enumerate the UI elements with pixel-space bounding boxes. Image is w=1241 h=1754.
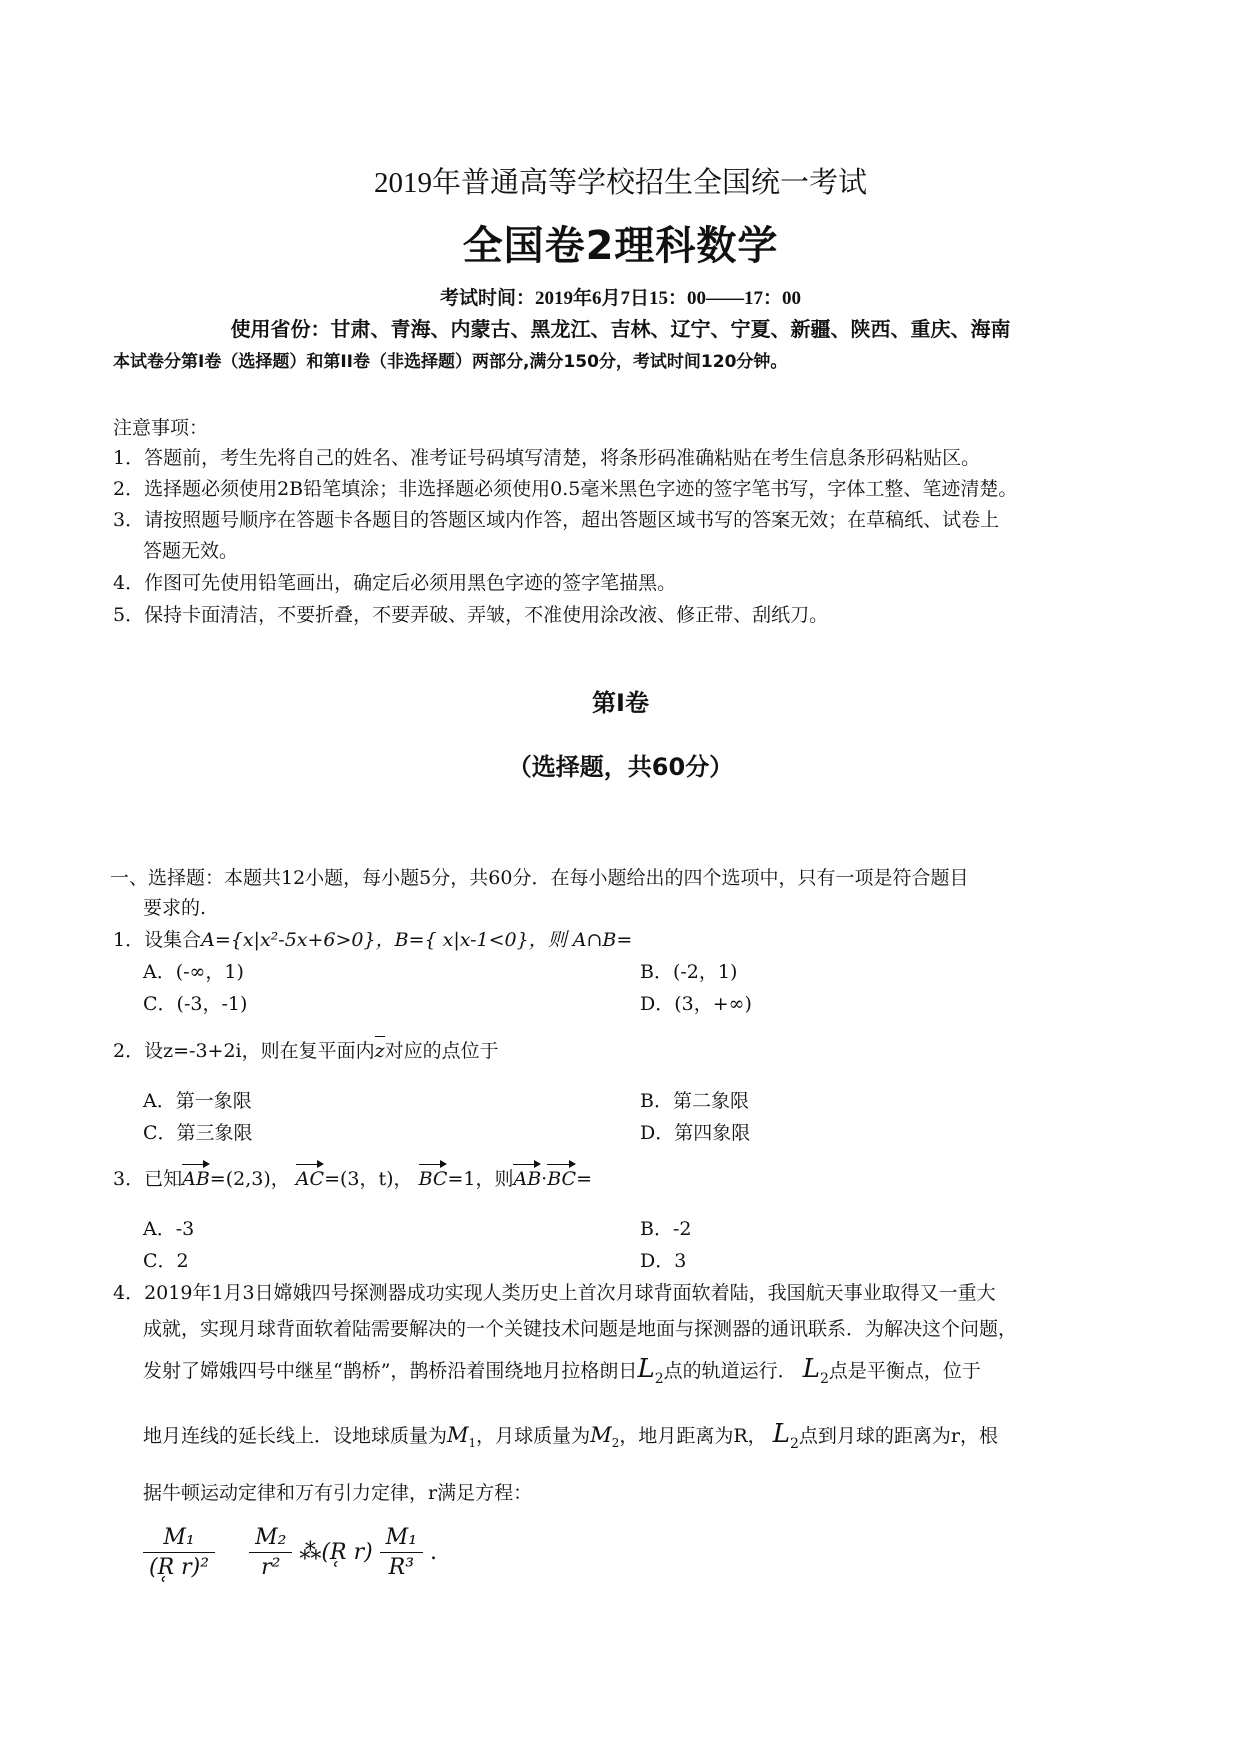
q4-l3-text-b: 点的轨道运行． bbox=[663, 1360, 797, 1382]
question-4-line-4 bbox=[143, 1419, 998, 1452]
question-1 bbox=[113, 925, 632, 952]
q2-option-d: D．第四象限 bbox=[640, 1122, 751, 1144]
q3-option-b: B．-2 bbox=[640, 1218, 692, 1240]
note-item-2: 2．选择题必须使用2B铅笔填涂；非选择题必须使用0.5毫米黑色字迹的签字笔书写，字体工整、笔迹清楚。 bbox=[113, 478, 1018, 500]
q4-l4-text-d: 点到月球的距离为r，根 bbox=[798, 1425, 998, 1447]
q2-option-b: B．第二象限 bbox=[640, 1090, 749, 1112]
equation bbox=[143, 1525, 437, 1580]
q2-zbar: z bbox=[375, 1036, 385, 1062]
l2-symbol-3: $L_2$ bbox=[772, 1419, 799, 1453]
equation-end: . bbox=[430, 1540, 438, 1565]
q2-suffix: 对应的点位于 bbox=[384, 1040, 499, 1062]
section-subtitle: （选择题，共60分） bbox=[507, 753, 734, 781]
vector-ac: AC bbox=[296, 1162, 324, 1190]
fraction-2: $\frac{\text{M₂}}{\text{r²}}$ bbox=[249, 1525, 292, 1580]
fraction-1: $\frac{\text{M₁}}{\text{(R̜ r)²}}$ bbox=[143, 1525, 215, 1580]
q3-option-d: D．3 bbox=[640, 1250, 687, 1272]
q3-equals: = bbox=[576, 1168, 592, 1190]
q1-option-d: D．(3，+∞) bbox=[640, 993, 752, 1015]
vector-bc-2: BC bbox=[547, 1162, 576, 1190]
q4-l3-text-c: 点是平衡点，位于 bbox=[828, 1360, 981, 1382]
vector-ab: AB bbox=[182, 1162, 210, 1190]
q1-sets: A={x|x²-5x+6>0}，B={ x|x-1<0}，则 A∩B= bbox=[201, 929, 633, 951]
question-2 bbox=[113, 1036, 499, 1063]
note-item-1: 1．答题前，考生先将自己的姓名、准考证号码填写清楚，将条形码准确粘贴在考生信息条形码粘贴区。 bbox=[113, 447, 981, 469]
q1-option-c: C．(-3，-1) bbox=[143, 993, 248, 1015]
exam-time: 考试时间：2019年6月7日15：00——17：00 bbox=[439, 288, 801, 309]
provinces: 使用省份：甘肃、青海、内蒙古、黑龙江、吉林、辽宁、宁夏、新疆、陕西、重庆、海南 bbox=[230, 317, 1011, 341]
q2-option-c: C．第三象限 bbox=[143, 1122, 253, 1144]
q4-l4-text-b: ，月球质量为 bbox=[476, 1425, 591, 1447]
q3-bc-value: =1，则 bbox=[447, 1168, 514, 1190]
l2-symbol: $L_2$ bbox=[637, 1354, 664, 1388]
paper-title: 全国卷2理科数学 bbox=[462, 223, 779, 269]
question-4-line-5: 据牛顿运动定律和万有引力定律，r满足方程： bbox=[143, 1482, 533, 1504]
question-4-line-3 bbox=[143, 1354, 981, 1387]
exam-title: 2019年普通高等学校招生全国统一考试 bbox=[373, 167, 867, 199]
note-item-3-cont: 答题无效。 bbox=[143, 540, 239, 562]
q2-prefix: 2．设 bbox=[113, 1040, 164, 1062]
q4-l4-text-a: 地月连线的延长线上．设地球质量为 bbox=[143, 1425, 448, 1447]
paper-intro: 本试卷分第Ⅰ卷（选择题）和第II卷（非选择题）两部分,满分150分，考试时间120分钟。 bbox=[113, 352, 788, 372]
q1-option-a: A．(-∞，1) bbox=[143, 961, 244, 983]
note-item-4: 4．作图可先使用铅笔画出，确定后必须用黑色字迹的签字笔描黑。 bbox=[113, 572, 677, 594]
q2-z-expr: z=-3+2i，则在复平面内 bbox=[163, 1040, 375, 1062]
note-item-5: 5．保持卡面清洁，不要折叠，不要弄破、弄皱，不准使用涂改液、修正带、刮纸刀。 bbox=[113, 604, 829, 626]
part1-instructions: 一、选择题：本题共12小题，每小题5分，共60分．在每小题给出的四个选项中，只有一项是符合题目 bbox=[110, 867, 969, 889]
vector-bc: BC bbox=[419, 1162, 448, 1190]
q3-ab-value: =(2,3)， bbox=[209, 1168, 290, 1190]
question-3 bbox=[113, 1162, 592, 1191]
q2-option-a: A．第一象限 bbox=[143, 1090, 252, 1112]
section-title: 第Ⅰ卷 bbox=[592, 689, 649, 717]
question-4-line-2: 成就，实现月球背面软着陆需要解决的一个关键技术问题是地面与探测器的通讯联系．为解决这个问题， bbox=[143, 1318, 1018, 1340]
notes-heading: 注意事项： bbox=[113, 417, 209, 439]
q3-ac-value: =(3，t)， bbox=[324, 1168, 413, 1190]
q4-l4-text-c: ，地月距离为R， bbox=[619, 1425, 767, 1447]
fraction-3: $\frac{\text{M₁}}{\text{R³}}$ bbox=[380, 1525, 423, 1580]
q1-prefix: 1．设集合 bbox=[113, 929, 202, 951]
l2-symbol-2: $L_2$ bbox=[802, 1354, 829, 1388]
note-item-3: 3．请按照题号顺序在答题卡各题目的答题区域内作答，超出答题区域书写的答案无效；在草稿纸、试卷上 bbox=[113, 509, 1000, 531]
part1-instructions-cont: 要求的. bbox=[143, 897, 207, 919]
q3-prefix: 3．已知 bbox=[113, 1168, 183, 1190]
vector-ab-2: AB bbox=[513, 1162, 541, 1190]
m2-symbol: $M_2$ bbox=[590, 1423, 620, 1451]
m1-symbol: $M_1$ bbox=[447, 1423, 477, 1451]
q3-option-a: A．-3 bbox=[143, 1218, 195, 1240]
q3-option-c: C．2 bbox=[143, 1250, 189, 1272]
question-4-line-1: 4．2019年1月3日嫦娥四号探测器成功实现人类历史上首次月球背面软着陆，我国航天事业取得又一重大 bbox=[113, 1282, 996, 1304]
q3-dot: · bbox=[541, 1168, 548, 1190]
q1-option-b: B．(-2，1) bbox=[640, 961, 738, 983]
equation-middle: ⁂(R̜ r) bbox=[299, 1540, 373, 1565]
q4-l3-text-a: 发射了嫦娥四号中继星“鹊桥”，鹊桥沿着围绕地月拉格朗日 bbox=[143, 1360, 638, 1382]
